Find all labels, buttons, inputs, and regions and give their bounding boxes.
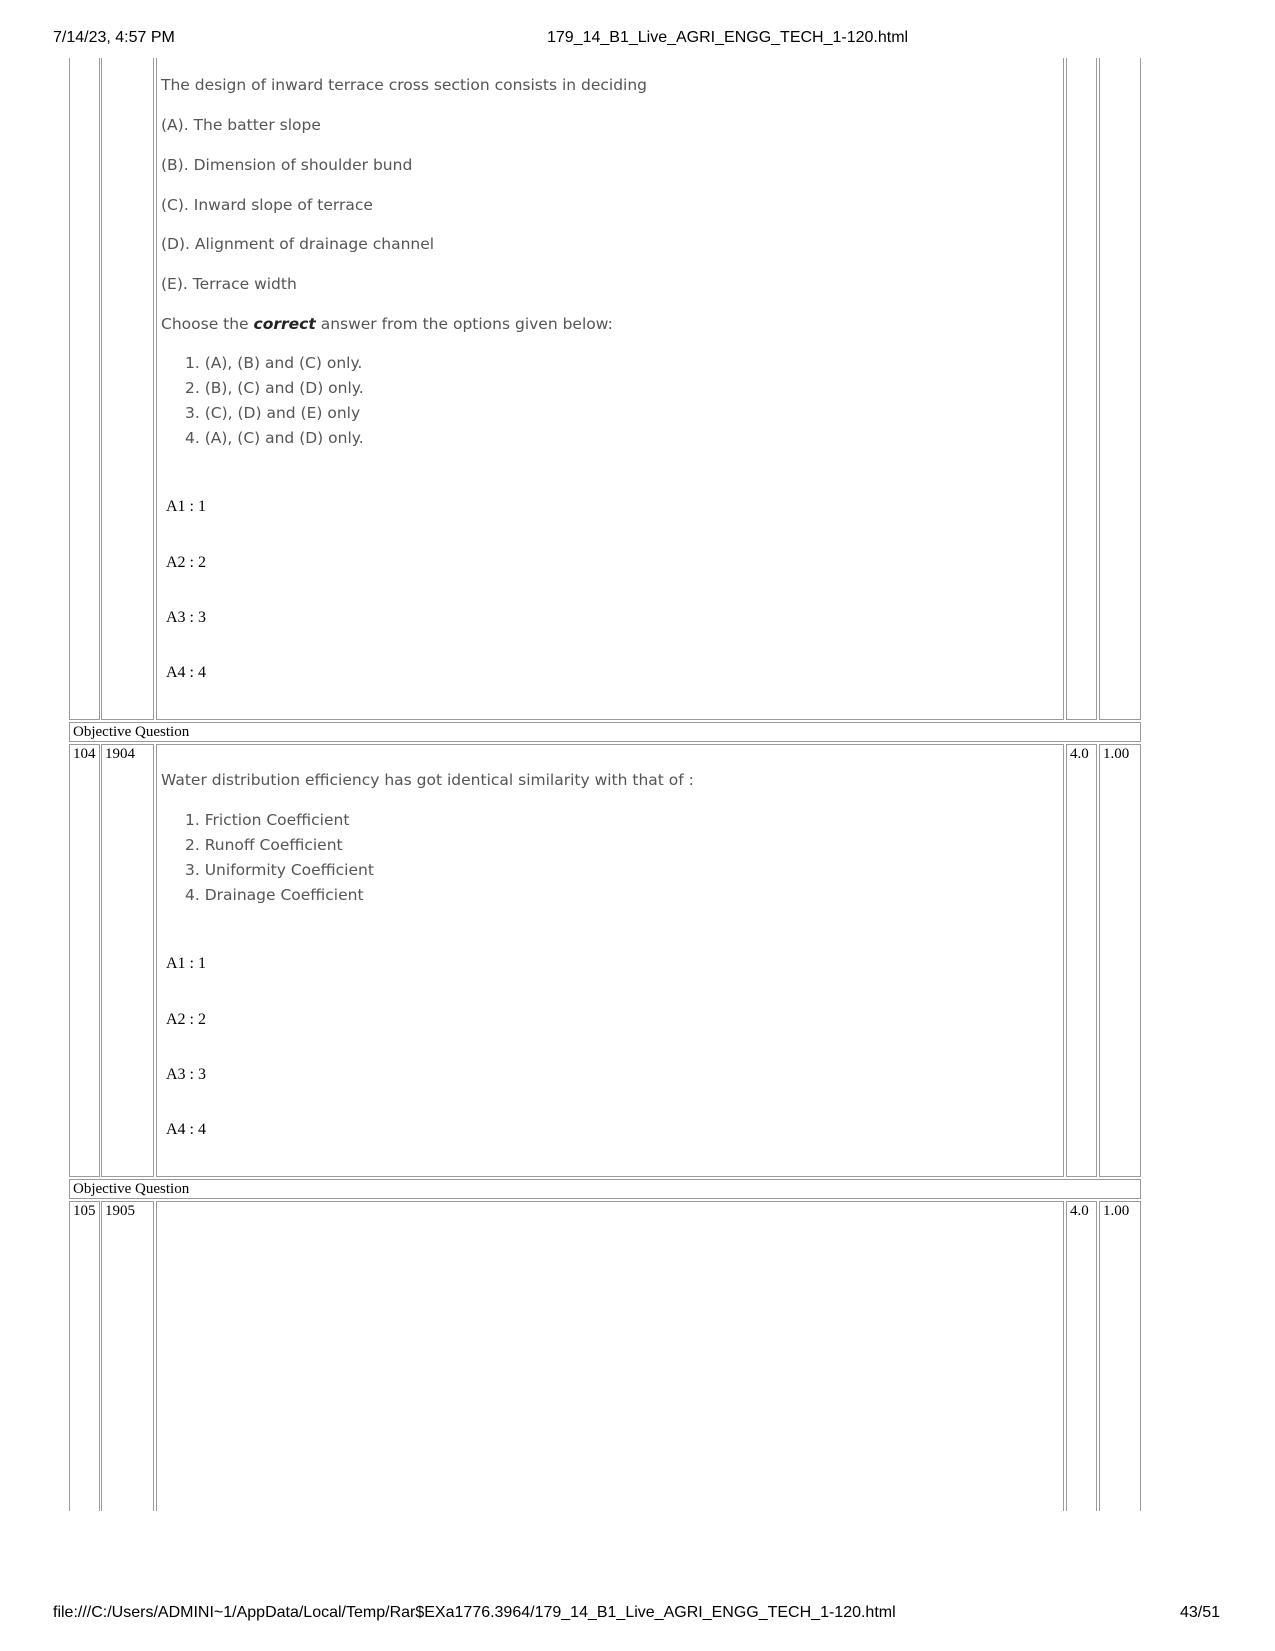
q103-qid-cell [101, 58, 154, 720]
q105-body-cell [156, 1201, 1064, 1511]
answer-a4: A4 : 4 [166, 664, 206, 681]
q103-body-cell [156, 58, 1064, 720]
q103-negative-cell [1099, 58, 1141, 720]
q103-sno-cell [69, 58, 100, 720]
question-id: 1904 [101, 744, 154, 1177]
statement-e: (E). Terrace width [161, 275, 297, 293]
option-2: 2. Runoff Coefficient [185, 836, 343, 854]
statement-c: (C). Inward slope of terrace [161, 196, 373, 214]
print-page-number: 43/51 [1180, 1604, 1221, 1621]
option-1: 1. Friction Coefficient [185, 811, 350, 829]
option-4: 4. (A), (C) and (D) only. [185, 429, 364, 447]
option-2: 2. (B), (C) and (D) only. [185, 379, 364, 397]
statement-d: (D). Alignment of drainage channel [161, 235, 435, 253]
option-3: 3. Uniformity Coefficient [185, 861, 374, 879]
question-stem: The design of inward terrace cross section consists in deciding [161, 76, 648, 94]
instruction-emphasis: correct [253, 315, 316, 333]
question-id: 1905 [101, 1201, 154, 1511]
option-1: 1. (A), (B) and (C) only. [185, 354, 363, 372]
q104-content [161, 745, 1061, 1175]
q103-content [161, 58, 1061, 718]
statement-b: (B). Dimension of shoulder bund [161, 156, 413, 174]
question-serial: 104 [69, 744, 100, 1177]
question-stem: Water distribution efficiency has got identical similarity with that of : [161, 771, 694, 789]
answer-a3: A3 : 3 [166, 609, 206, 626]
answer-a1: A1 : 1 [166, 498, 206, 515]
print-file-path: file:///C:/Users/ADMINI~1/AppData/Local/Temp/Rar$EXa1776.3964/179_14_B1_Live_AGRI_ENGG_TECH_1-120.html [53, 1604, 896, 1621]
question-type-label: Objective Question [69, 722, 1141, 742]
q104-body-cell [156, 744, 1064, 1177]
question-negative-marks: 1.00 [1099, 744, 1141, 1177]
answer-a3: A3 : 3 [166, 1066, 206, 1083]
question-negative-marks: 1.00 [1099, 1201, 1141, 1511]
options-list [185, 351, 364, 451]
option-4: 4. Drainage Coefficient [185, 886, 364, 904]
answer-a4: A4 : 4 [166, 1121, 206, 1138]
question-type-label: Objective Question [69, 1179, 1141, 1199]
question-marks: 4.0 [1066, 1201, 1097, 1511]
statement-a: (A). The batter slope [161, 116, 321, 134]
print-datetime: 7/14/23, 4:57 PM [53, 29, 175, 46]
answer-a2: A2 : 2 [166, 1011, 206, 1028]
print-title: 179_14_B1_Live_AGRI_ENGG_TECH_1-120.html [547, 29, 909, 46]
question-serial: 105 [69, 1201, 100, 1511]
question-marks: 4.0 [1066, 744, 1097, 1177]
instruction: Choose the correct answer from the options given below: [161, 315, 613, 333]
q103-marks-cell [1066, 58, 1097, 720]
answer-a1: A1 : 1 [166, 955, 206, 972]
options-list [185, 808, 374, 908]
option-3: 3. (C), (D) and (E) only [185, 404, 361, 422]
answer-a2: A2 : 2 [166, 554, 206, 571]
